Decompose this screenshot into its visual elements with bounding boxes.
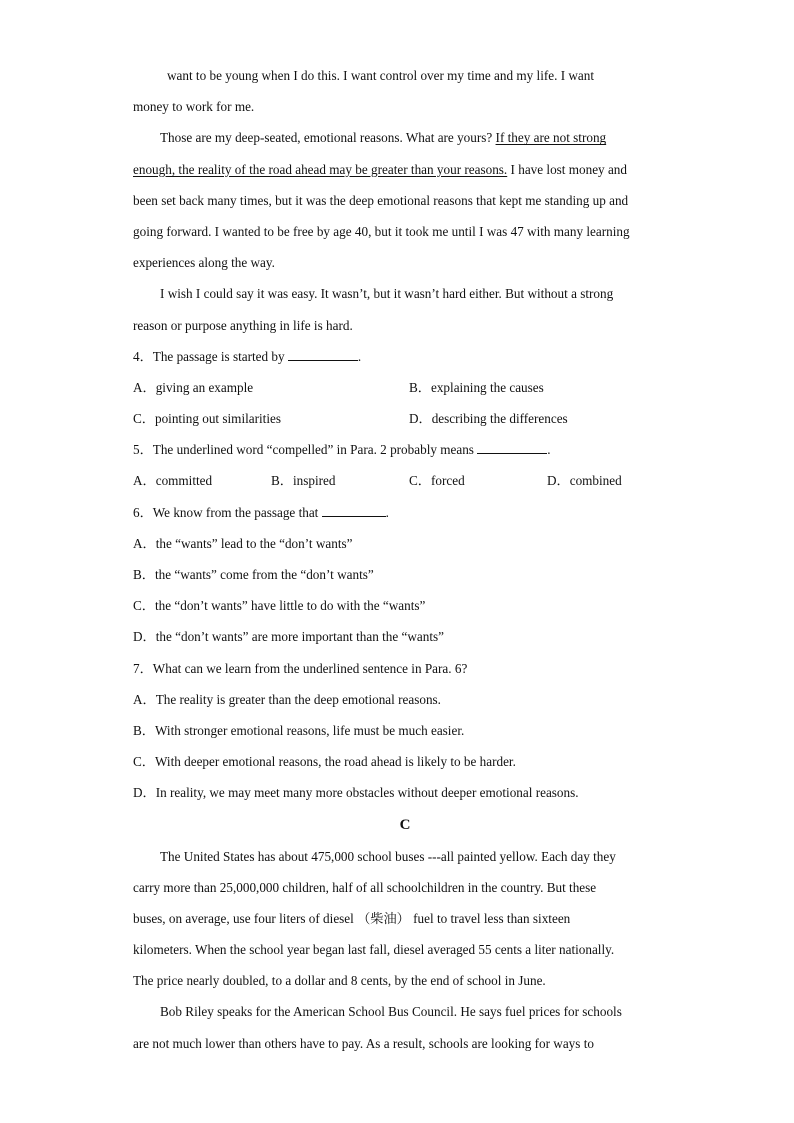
- para1-line1: want to be young when I do this. I want control over my time and my life. I want: [167, 68, 595, 83]
- option-b[interactable]: B．With stronger emotional reasons, life must be much easier.: [133, 722, 465, 738]
- question-text: 4．The passage is started by: [133, 348, 288, 364]
- passage-c-p1-line4: kilometers. When the school year began last fall, diesel averaged 55 cents a liter nationally.: [133, 942, 615, 958]
- passage-c-p1-line2: carry more than 25,000,000 children, half of all schoolchildren in the country. But these: [133, 879, 597, 895]
- answer-blank: [477, 441, 547, 454]
- option-a[interactable]: A．giving an example: [133, 379, 254, 395]
- option-a[interactable]: A．committed: [133, 473, 213, 489]
- question-4-options-row2: [133, 403, 663, 434]
- option-d[interactable]: D．In reality, we may meet many more obstacles without deeper emotional reasons.: [133, 785, 579, 801]
- question-end: .: [357, 348, 362, 364]
- option-c[interactable]: C．With deeper emotional reasons, the road ahead is likely to be harder.: [133, 754, 516, 770]
- option-d[interactable]: D．the “don’t wants” are more important than the “wants”: [133, 629, 445, 645]
- option-c[interactable]: C．pointing out similarities: [133, 411, 281, 427]
- para2-line1: [133, 122, 663, 153]
- option-d[interactable]: D．describing the differences: [409, 411, 568, 427]
- question-end: .: [547, 442, 551, 458]
- option-d[interactable]: D．combined: [547, 473, 622, 489]
- section-heading: C: [399, 816, 411, 833]
- para2-text: Those are my deep-seated, emotional reasons. What are yours?: [160, 130, 496, 146]
- answer-blank: [288, 348, 358, 361]
- para3-line2: reason or purpose anything in life is hard.: [133, 317, 353, 333]
- para2-line5: experiences along the way.: [133, 255, 275, 271]
- question-5-options: [133, 465, 663, 496]
- option-b[interactable]: B．explaining the causes: [409, 379, 544, 395]
- option-a[interactable]: A．The reality is greater than the deep emotional reasons.: [133, 691, 441, 707]
- question-text: 6．We know from the passage that: [133, 504, 322, 520]
- option-b[interactable]: B．inspired: [271, 473, 336, 489]
- passage-c-p2-line2: are not much lower than others have to pay. As a result, schools are looking for ways to: [133, 1035, 594, 1051]
- para2-line2: [133, 154, 663, 185]
- option-c[interactable]: C．forced: [409, 473, 465, 489]
- passage-c-p1-line1: The United States has about 475,000 school buses ---all painted yellow. Each day they: [160, 848, 616, 864]
- question-5-stem: [133, 434, 663, 465]
- para2-line3: been set back many times, but it was the deep emotional reasons that kept me standing up and: [133, 192, 629, 208]
- question-7-stem: 7．What can we learn from the underlined sentence in Para. 6?: [133, 660, 468, 676]
- para2-text: I have lost money and: [507, 161, 627, 177]
- para2-line4: going forward. I wanted to be free by age 40, but it took me until I was 47 with many learning: [133, 223, 630, 239]
- option-b[interactable]: B．the “wants” come from the “don’t wants”: [133, 567, 374, 582]
- passage-c-p2-line1: Bob Riley speaks for the American School Bus Council. He says fuel prices for schools: [160, 1004, 622, 1020]
- underlined-sentence-part2: enough, the reality of the road ahead may be greater than your reasons.: [133, 161, 508, 177]
- question-4-options-row1: [133, 372, 663, 403]
- para3-line1: I wish I could say it was easy. It wasn’t, but it wasn’t hard either. But without a strong: [160, 286, 614, 302]
- para1-line2: money to work for me.: [133, 99, 255, 115]
- passage-c-p1-line3: buses, on average, use four liters of diesel （柴油） fuel to travel less than sixteen: [133, 910, 571, 926]
- question-6-stem: [133, 497, 663, 528]
- option-a[interactable]: A．the “wants” lead to the “don’t wants”: [133, 535, 353, 551]
- question-end: .: [385, 504, 389, 520]
- passage-c-p1-line5: The price nearly doubled, to a dollar and 8 cents, by the end of school in June.: [133, 973, 546, 989]
- answer-blank: [322, 504, 386, 517]
- underlined-sentence-part1: If they are not strong: [495, 130, 607, 146]
- option-c[interactable]: C．the “don’t wants” have little to do with the “wants”: [133, 598, 426, 614]
- document-page: [133, 60, 663, 1059]
- question-4-stem: [133, 341, 663, 372]
- question-text: 5．The underlined word “compelled” in Para. 2 probably means: [133, 442, 478, 458]
